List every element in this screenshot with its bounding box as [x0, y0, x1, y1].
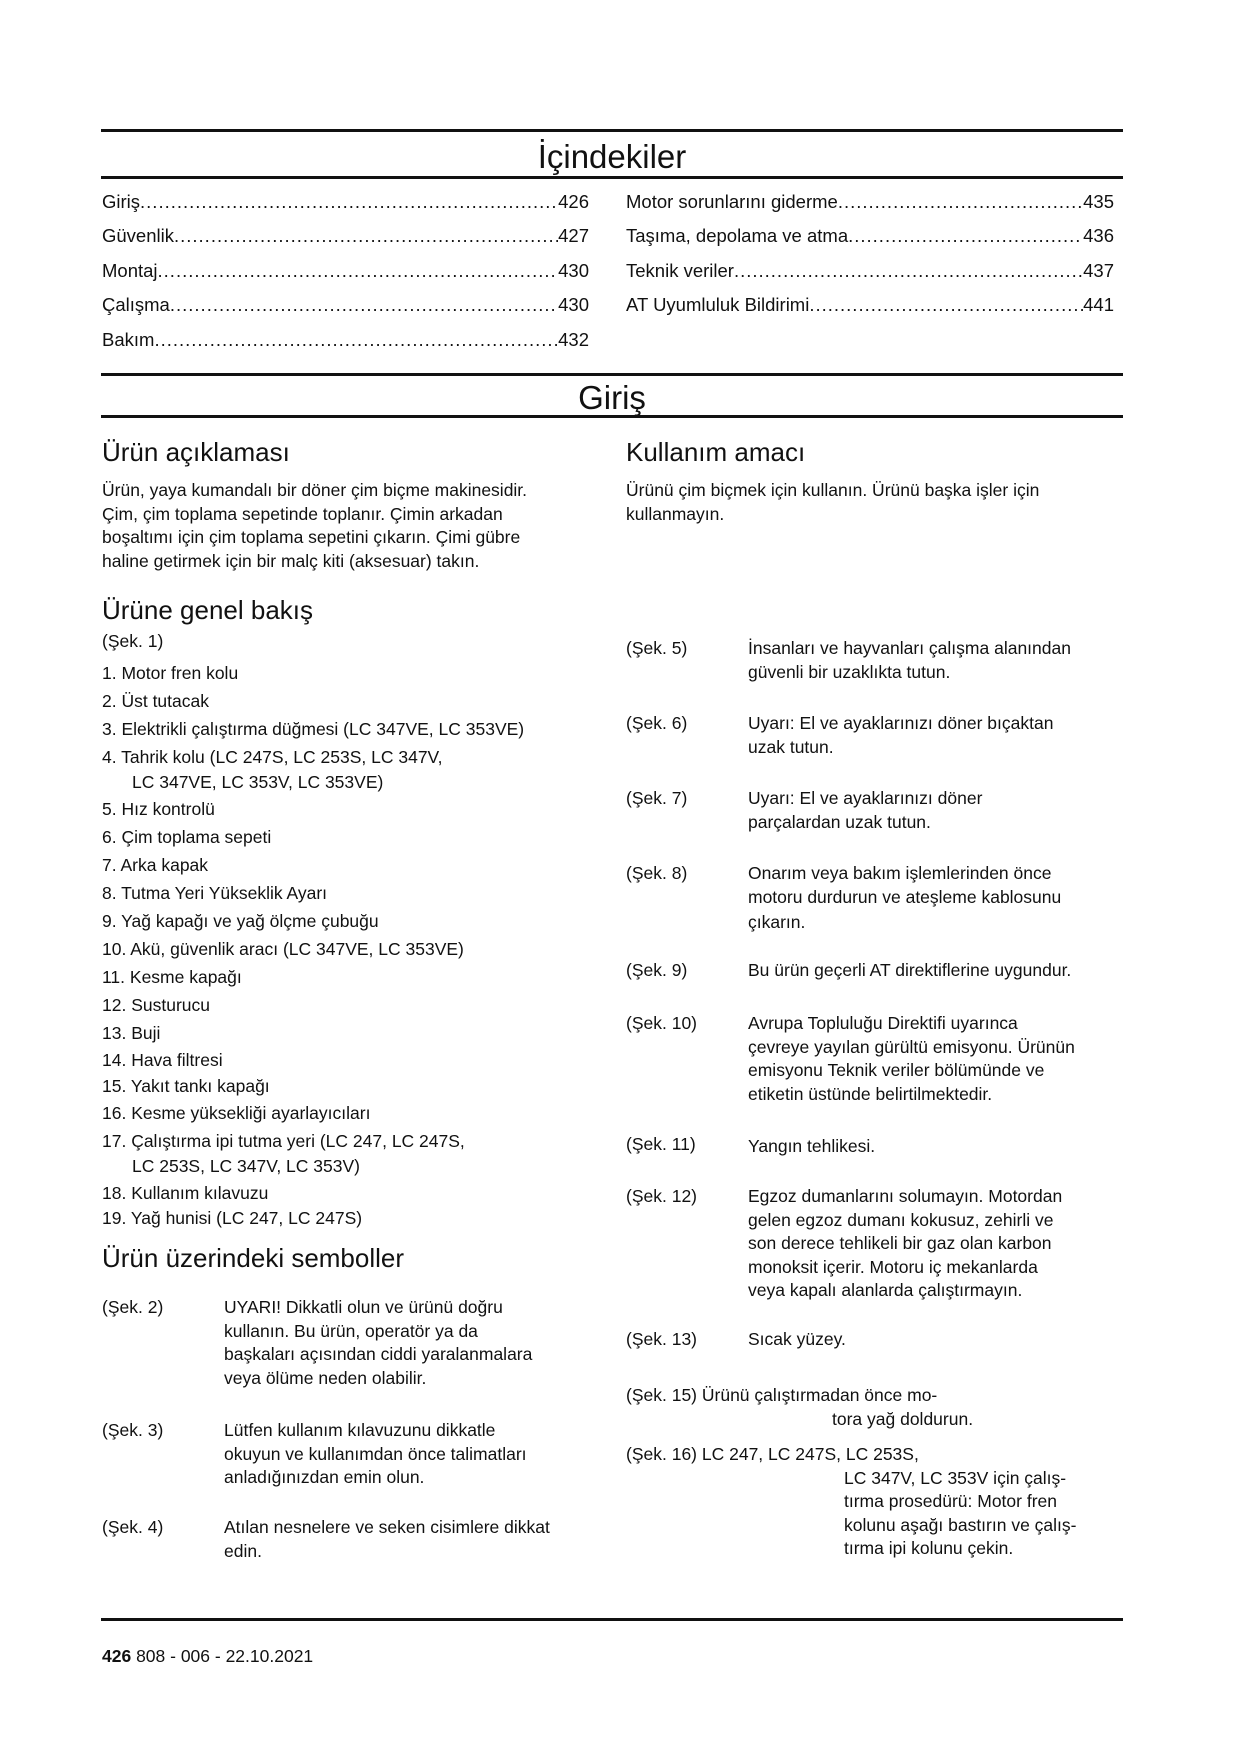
- page-number: 426: [102, 1646, 132, 1666]
- document-id: 808 - 006 - 22.10.2021: [136, 1646, 314, 1666]
- list-item: 1. Motor fren kolu: [102, 663, 239, 683]
- list-item: 14. Hava filtresi: [102, 1050, 223, 1070]
- product-overview-heading: Ürüne genel bakış: [102, 595, 314, 625]
- list-item: LC 347VE, LC 353V, LC 353VE): [132, 772, 384, 792]
- overview-list: [102, 661, 582, 1231]
- symbol-entry: (Şek. 15) Ürünü çalıştırmadan önce mo- tora yağ doldurun.: [626, 1385, 974, 1429]
- symbol-entry: (Şek. 10) Avrupa Topluluğu Direktifi uyarınca çevreye yayılan gürültü emisyonu. Ürünün emisyonu Teknik veriler bölümünde ve etiketin üstünde belirtilmektedir.: [626, 1013, 1075, 1104]
- footer-rule: [101, 1618, 1123, 1621]
- symbol-entry: (Şek. 13) Sıcak yüzey.: [626, 1329, 846, 1349]
- list-item: 12. Susturucu: [102, 995, 210, 1015]
- toc-bottom-rule: [101, 176, 1123, 179]
- symbol-entry: (Şek. 2) UYARI! Dikkatli olun ve ürünü doğru kullanın. Bu ürün, operatör ya da başkaları açısından ciddi yaralanmalara veya ölüme neden olabilir.: [102, 1297, 533, 1388]
- toc-top-rule: [101, 129, 1123, 132]
- toc-entry-tasima[interactable]: Taşıma, depolama ve atma ..... 436: [626, 224, 1114, 248]
- list-item: 10. Akü, güvenlik aracı (LC 347VE, LC 353VE): [102, 939, 464, 959]
- list-item: 18. Kullanım kılavuzu: [102, 1183, 269, 1203]
- toc-entry-giris[interactable]: Giriş ..... 426: [102, 190, 589, 214]
- list-item: 11. Kesme kapağı: [102, 967, 242, 987]
- list-item: 3. Elektrikli çalıştırma düğmesi (LC 347VE, LC 353VE): [102, 719, 525, 739]
- symbol-entry: (Şek. 5) İnsanları ve hayvanları çalışma alanından güvenli bir uzaklıkta tutun.: [626, 638, 1071, 682]
- intended-use-text: Ürünü çim biçmek için kullanın. Ürünü başka işler için kullanmayın.: [626, 480, 1040, 524]
- list-item: 16. Kesme yüksekliği ayarlayıcıları: [102, 1103, 371, 1123]
- list-item: 5. Hız kontrolü: [102, 799, 215, 819]
- toc-title: İçindekiler: [537, 138, 687, 175]
- list-item: 9. Yağ kapağı ve yağ ölçme çubuğu: [102, 911, 379, 931]
- product-description-heading: Ürün açıklaması: [102, 437, 290, 467]
- intro-title: Giriş: [578, 379, 646, 416]
- list-item: 8. Tutma Yeri Yükseklik Ayarı: [102, 883, 328, 903]
- symbol-entry: (Şek. 9) Bu ürün geçerli AT direktiflerine uygundur.: [626, 960, 1072, 980]
- list-item: 7. Arka kapak: [102, 855, 209, 875]
- toc-entry-motor-sorunlari[interactable]: Motor sorunlarını giderme ..... 435: [626, 190, 1114, 214]
- page-footer: [102, 1644, 313, 1668]
- symbol-entry: (Şek. 16) LC 247, LC 247S, LC 253S, LC 347V, LC 353V için çalış- tırma prosedürü: Motor fren kolunu aşağı bastırın ve çalış- tırma ipi kolunu çekin.: [626, 1444, 1077, 1558]
- intro-bottom-rule: [101, 415, 1123, 418]
- toc-entry-guvenlik[interactable]: Güvenlik ..... 427: [102, 224, 589, 248]
- toc-entry-bakim[interactable]: Bakım ..... 432: [102, 328, 589, 352]
- symbol-entry: (Şek. 12) Egzoz dumanlarını solumayın. Motordan gelen egzoz dumanı kokusuz, zehirli ve son derece tehlikeli bir gaz olan karbon monoksit içerir. Motoru iç mekanlarda veya kapalı alanlarda çalıştırmayın.: [626, 1186, 1063, 1300]
- list-item: 4. Tahrik kolu (LC 247S, LC 253S, LC 347V,: [102, 747, 443, 767]
- symbol-entry: (Şek. 7) Uyarı: El ve ayaklarınızı döner parçalardan uzak tutun.: [626, 788, 983, 832]
- list-item: 2. Üst tutacak: [102, 691, 209, 711]
- symbols-heading: Ürün üzerindeki semboller: [102, 1243, 405, 1273]
- intended-use-heading: Kullanım amacı: [626, 437, 806, 467]
- list-item: 6. Çim toplama sepeti: [102, 827, 272, 847]
- product-description-text: Ürün, yaya kumandalı bir döner çim biçme makinesidir. Çim, çim toplama sepetinde toplanır. Çimin arkadan boşaltımı için çim toplama sepetini çıkarın. Çimi gübre haline getirmek için bir malç kiti (aksesuar) takın.: [102, 480, 528, 571]
- overview-figure-ref: (Şek. 1): [102, 631, 164, 651]
- list-item: 17. Çalıştırma ipi tutma yeri (LC 247, LC 247S,: [102, 1131, 465, 1151]
- toc-entry-at-uyumluluk[interactable]: AT Uyumluluk Bildirimi ..... 441: [626, 293, 1114, 317]
- list-item: LC 253S, LC 347V, LC 353V): [132, 1156, 360, 1176]
- list-item: 13. Buji: [102, 1023, 161, 1043]
- symbol-entry: (Şek. 3) Lütfen kullanım kılavuzunu dikkatle okuyun ve kullanımdan önce talimatları anladığınızdan emin olun.: [102, 1420, 527, 1487]
- toc-entry-montaj[interactable]: Montaj ..... 430: [102, 259, 589, 283]
- toc-entry-teknik-veriler[interactable]: Teknik veriler ..... 437: [626, 259, 1114, 283]
- list-item: 19. Yağ hunisi (LC 247, LC 247S): [102, 1208, 363, 1228]
- symbol-entry: (Şek. 6) Uyarı: El ve ayaklarınızı döner bıçaktan uzak tutun.: [626, 713, 1054, 757]
- symbol-entry: (Şek. 4) Atılan nesnelere ve seken cisimlere dikkat edin.: [102, 1517, 550, 1561]
- intro-top-rule: [101, 373, 1123, 376]
- toc-entry-calisma[interactable]: Çalışma ..... 430: [102, 293, 589, 317]
- symbol-entry: (Şek. 8) Onarım veya bakım işlemlerinden önce motoru durdurun ve ateşleme kablosunu çıkarın.: [626, 863, 1062, 932]
- list-item: 15. Yakıt tankı kapağı: [102, 1076, 270, 1096]
- symbol-entry: (Şek. 11) Yangın tehlikesi.: [626, 1134, 876, 1156]
